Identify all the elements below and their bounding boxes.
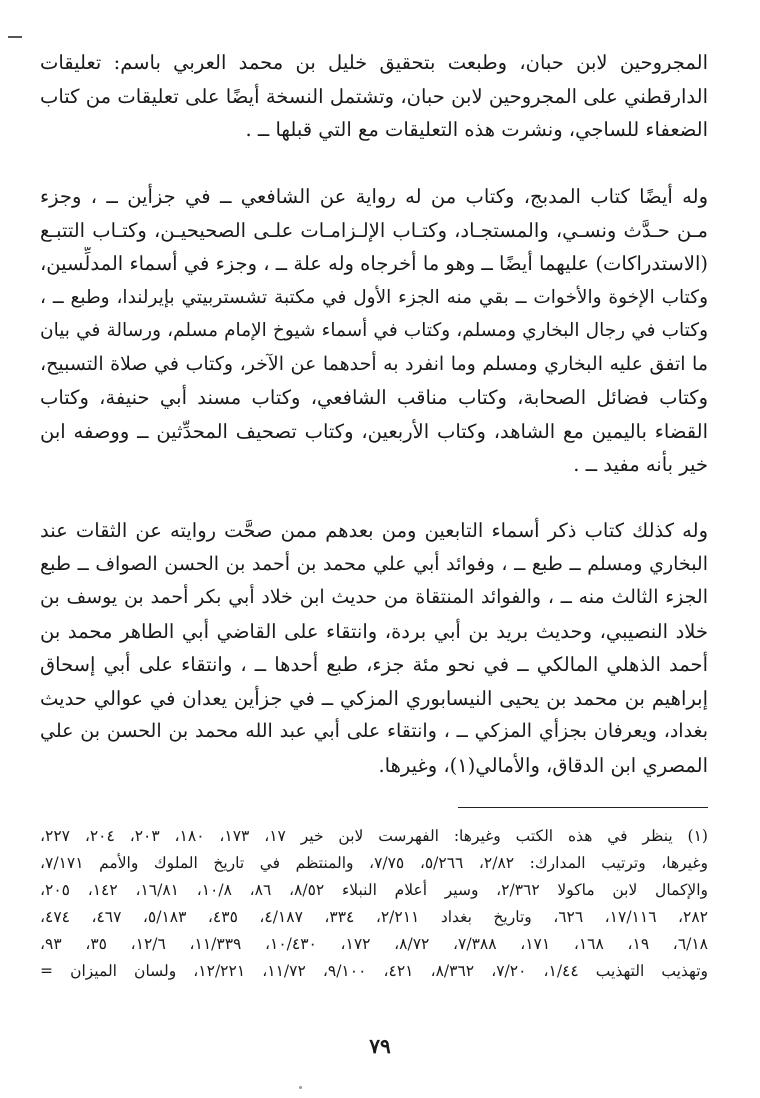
footnote-line: وتهذيب التهذيب ١/٤٤، ٧/٢٠، ٨/٣٦٢، ٤٢١، ٩/١٠٠، ١١/٧٢، ١٢/٢٢١، ولسان الميزان = — [40, 962, 708, 980]
text-line: وكتاب فضائل الصحابة، وكتاب مناقب الشافعي، وكتاب مسند أبي حنيفة، وكتاب — [40, 386, 708, 409]
text-line: ما اتفق عليه البخاري ومسلم وما انفرد به أحدهما عن الآخر، وكتاب في صلاة التسبيح، — [40, 352, 708, 375]
text-line: وكتاب في رجال البخاري ومسلم، وكتاب في أسماء شيوخ الإمام مسلم، ورسالة في بيان — [40, 320, 708, 341]
text-line: بغداد، ويعرفان بجزأي المزكي ــ ، وانتقاء على أبي عبد الله محمد بن الحسن بن علي — [40, 720, 708, 742]
text-line: المجروحين لابن حبان، وطبعت بتحقيق خليل بن محمد العربي باسم: تعليقات — [40, 51, 708, 74]
footnote-line: ٦/١٨، ١٩، ١٦٨، ١٧١، ٧/٣٨٨، ٨/٧٢، ١٧٢، ١٠/٤٣٠، ١١/٣٣٩، ١٢/٦، ٣٥، ٩٣، — [40, 935, 708, 953]
text-line: خلاد النصيبي، وحديث بريد بن أبي بردة، وانتقاء على القاضي أبي الطاهر محمد بن — [40, 619, 708, 643]
text-line: الضعفاء للساجي، ونشرت هذه التعليقات مع التي قبلها ــ . — [245, 118, 708, 141]
scan-dot — [299, 1086, 302, 1089]
text-line: إبراهيم بن محمد بن يحيى النيسابوري المزكي ــ في جزأين يعدان في عوالي حديث — [40, 686, 708, 710]
text-line: (الاستدراكات) عليهما أيضًا ــ وهو ما أخرجاه وله علة ــ ، وجزء في أسماء المدلِّسين، — [40, 252, 708, 275]
footnote-line: وغيرها، وترتيب المدارك: ٢/٨٢، ٥/٢٦٦، ٧/٧٥، والمنتظم في تاريخ الملوك والأمم ٧/١٧١، — [40, 854, 708, 872]
text-line: مـن حـدَّث ونسـي، والمستجـاد، وكتـاب الإلـزامـات علـى الصحيحيـن، وكتـاب التتبـع — [40, 218, 708, 242]
footnote-separator — [458, 807, 708, 808]
text-line: وله أيضًا كتاب المدبج، وكتاب من له رواية عن الشافعي ــ في جزأين ــ ، وجزء — [40, 185, 708, 208]
margin-dash-mark — [8, 36, 22, 38]
text-line: الدارقطني على المجروحين لابن حبان، وتشتمل النسخة أيضًا على تعليقات من كتاب — [40, 84, 708, 108]
text-line: وله كذلك كتاب ذكر أسماء التابعين ومن بعدهم ممن صحَّت روايته عن الثقات عند — [40, 519, 708, 542]
footnote-line: ٢٨٢، ١٧/١١٦، ٦٢٦، وتاريخ بغداد ٢/٢١١، ٣٣٤، ٤/١٨٧، ٤٣٥، ٥/١٨٣، ٤٦٧، ٤٧٤، — [40, 908, 708, 926]
footnote — [40, 823, 708, 985]
text-line: خير بأنه مفيد ــ . — [573, 453, 708, 476]
text-line: البخاري ومسلم ــ طبع ــ ، وفوائد أبي علي محمد بن أحمد بن الحسن الصواف ــ طبع — [40, 552, 708, 575]
paragraph-2 — [40, 180, 708, 482]
text-line: القضاء باليمين مع الشاهد، وكتاب الأربعين، وكتاب تصحيف المحدِّثين ــ ووصفه ابن — [40, 419, 708, 443]
footnote-line: والإكمال لابن ماكولا ٢/٣٦٢، وسير أعلام النبلاء ٨/٥٢، ٨٦، ١٠/٨، ١٦/٨١، ١٤٢، ٢٠٥، — [40, 881, 708, 899]
paragraph-1 — [40, 46, 708, 147]
footnote-line: (١) ينظر في هذه الكتب وغيرها: الفهرست لابن خير ١٧، ١٧٣، ١٨٠، ٢٠٣، ٢٠٤، ٢٢٧، — [40, 827, 708, 845]
text-line: وكتاب الإخوة والأخوات ــ بقي منه الجزء الأول في مكتبة تشستربيتي بإيرلندا، وطبع ــ ، — [40, 286, 708, 308]
text-line: المصري ابن الدقاق، والأمالي(١)، وغيرها. — [378, 753, 708, 777]
paragraph-3 — [40, 514, 708, 782]
text-line: أحمد الذهلي المالكي ــ في نحو مئة جزء، طبع أحدها ــ ، وانتقاء على أبي إسحاق — [40, 653, 708, 676]
text-line: الجزء الثالث منه ــ ، والفوائد المنتقاة من حديث ابن خلاد أبي بكر أحمد بن يوسف بن — [40, 586, 708, 608]
page-number: ٧٩ — [369, 1034, 391, 1058]
